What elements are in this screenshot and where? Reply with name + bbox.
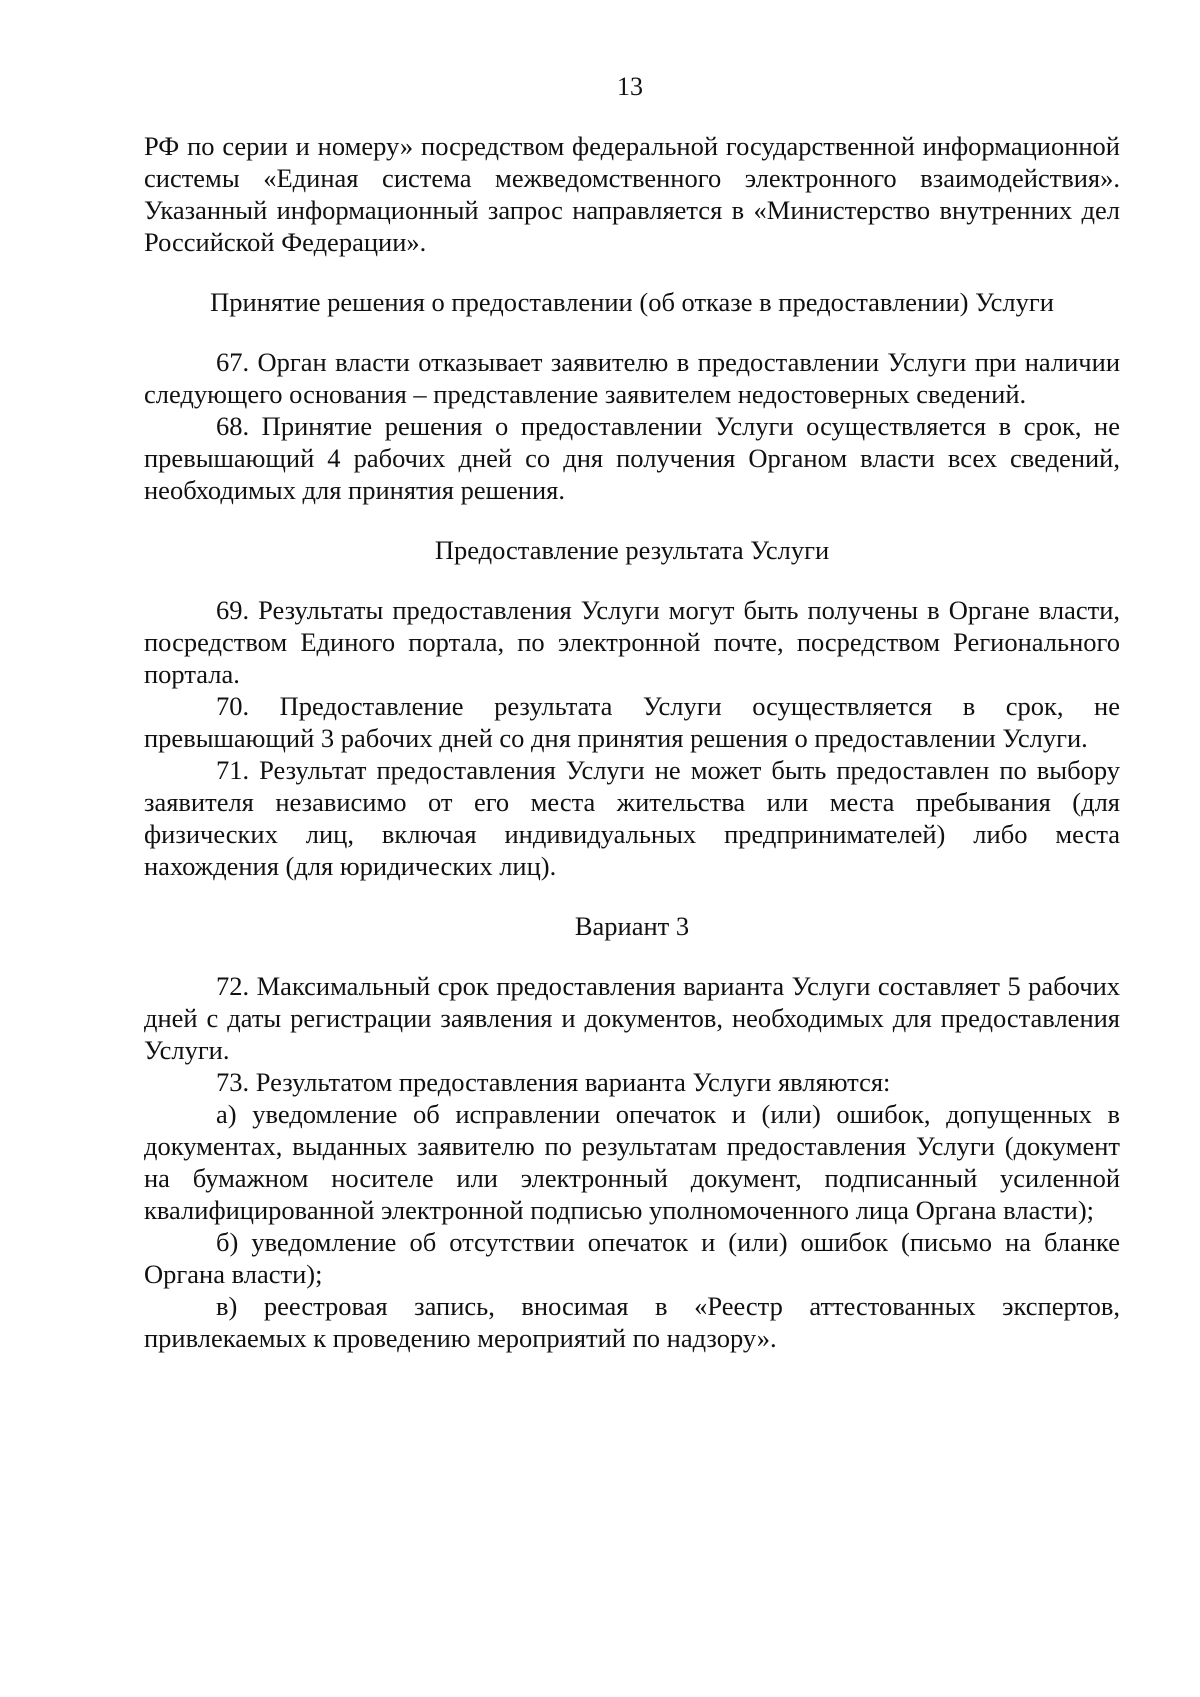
list-item-b: б) уведомление об отсутствии опечаток и (или) ошибок (письмо на бланке Органа власти); [144, 1227, 1120, 1289]
paragraph-68: 68. Принятие решения о предоставлении Услуги осуществляется в срок, не превышающий 4 рабочих дней со дня получения Органом власти всех сведений, необходимых для принятия решения. [144, 411, 1120, 505]
paragraph-71: 71. Результат предоставления Услуги не может быть предоставлен по выбору заявителя независимо от его места жительства или места пребывания (для физических лиц, включая индивидуальных предпринимателей) либо места нахождения (для юридических лиц). [144, 755, 1120, 881]
page-number: 13 [617, 72, 643, 101]
paragraph-72: 72. Максимальный срок предоставления варианта Услуги составляет 5 рабочих дней с даты регистрации заявления и документов, необходимых для предоставления Услуги. [144, 971, 1120, 1065]
paragraph-73: 73. Результатом предоставления варианта Услуги являются: [216, 1067, 891, 1097]
section-heading-decision: Принятие решения о предоставлении (об отказе в предоставлении) Услуги [210, 287, 1054, 317]
section-heading-variant-3: Вариант 3 [574, 911, 690, 941]
paragraph-69: 69. Результаты предоставления Услуги могут быть получены в Органе власти, посредством Единого портала, по электронной почте, посредством Регионального портала. [144, 595, 1120, 689]
section-heading-result: Предоставление результата Услуги [434, 535, 830, 565]
paragraph-67: 67. Орган власти отказывает заявителю в предоставлении Услуги при наличии следующего основания – представление заявителем недостоверных сведений. [144, 347, 1120, 409]
paragraph-70: 70. Предоставление результата Услуги осуществляется в срок, не превышающий 3 рабочих дней со дня принятия решения о предоставлении Услуги. [144, 691, 1120, 753]
list-item-a: а) уведомление об исправлении опечаток и (или) ошибок, допущенных в документах, выданных заявителю по результатам предоставления Услуги (документ на бумажном носителе или электронный документ, подписанный усиленной квалифицированной электронной подписью уполномоченного лица Органа власти); [144, 1099, 1120, 1225]
list-item-c: в) реестровая запись, вносимая в «Реестр аттестованных экспертов, привлекаемых к проведению мероприятий по надзору». [144, 1291, 1120, 1353]
document-body [144, 130, 1120, 1354]
paragraph-continuation: РФ по серии и номеру» посредством федеральной государственной информационной системы «Единая система межведомственного электронного взаимодействия». Указанный информационный запрос направляется в «Министерство внутренних дел Российской Федерации». [144, 131, 1120, 257]
